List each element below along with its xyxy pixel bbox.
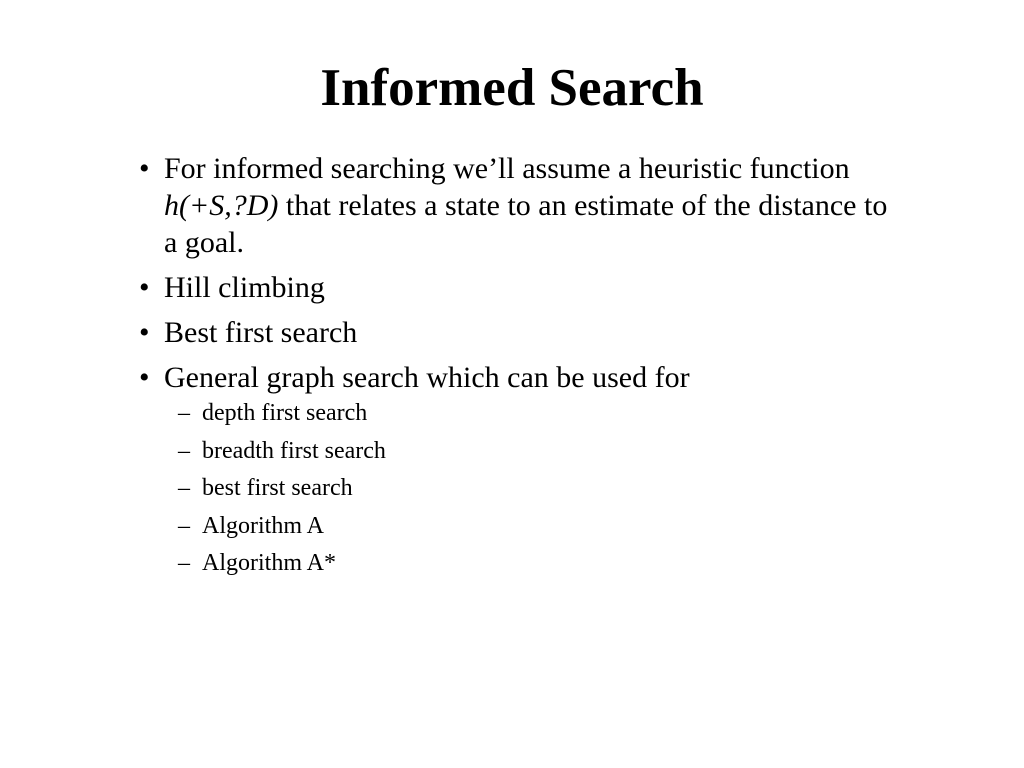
bullet-text: Hill climbing (164, 271, 325, 304)
sub-item-best-first-search (178, 473, 899, 503)
sub-item-text: breadth first search (202, 437, 386, 464)
bullet-item-general-graph-search (139, 359, 899, 578)
sub-item-text: best first search (202, 475, 353, 501)
bullet-marker: • (139, 316, 150, 349)
bullet-marker: • (139, 271, 150, 304)
sub-bullet-marker: – (178, 437, 190, 464)
sub-item-text: Algorithm A* (202, 550, 337, 576)
bullet-text: General graph search which can be used for (164, 361, 690, 394)
slide-title: Informed Search (320, 59, 704, 117)
bullet-item-hill-climbing (139, 269, 899, 306)
bullet-item-best-first-search (139, 314, 899, 351)
sub-bullet-marker: – (178, 550, 190, 576)
sub-item-breadth-first-search (178, 436, 899, 466)
sub-item-algorithm-a-star (178, 548, 899, 578)
sub-bullet-marker: – (178, 475, 190, 501)
sub-bullet-list (178, 398, 899, 578)
bullet-text-after: that relates a state to an estimate of the distance to a goal. (164, 189, 888, 259)
bullet-text: Best first search (164, 316, 358, 349)
bullet-marker: • (139, 152, 150, 185)
sub-item-text: Algorithm A (202, 512, 325, 539)
bullet-list (139, 150, 899, 586)
bullet-marker: • (139, 361, 150, 394)
bullet-text-before: For informed searching we’ll assume a heuristic function (164, 152, 850, 185)
sub-item-text: depth first search (202, 400, 368, 426)
bullet-item-heuristic (139, 150, 899, 261)
heuristic-function-notation: h(+S,?D) (164, 189, 279, 222)
sub-bullet-marker: – (178, 400, 190, 426)
sub-item-depth-first-search (178, 398, 899, 428)
sub-bullet-marker: – (178, 512, 190, 539)
sub-item-algorithm-a (178, 511, 899, 541)
